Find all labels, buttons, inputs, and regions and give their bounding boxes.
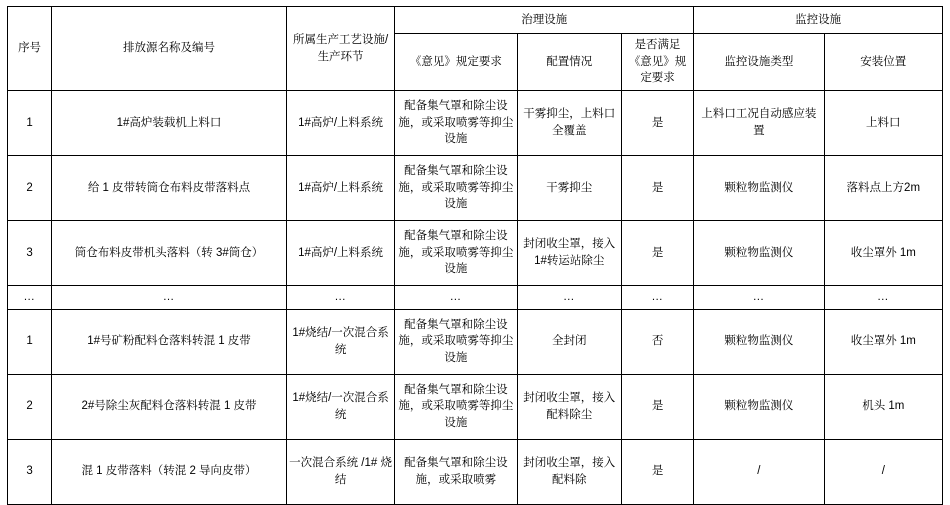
table-row [8, 91, 943, 156]
cell-config: 全封闭 [517, 309, 621, 374]
cell-install-position: 上料口 [824, 91, 942, 156]
table-row [8, 309, 943, 374]
table-container [7, 6, 943, 505]
cell-meet: 否 [621, 309, 693, 374]
header-monitor-type: 监控设施类型 [694, 34, 824, 91]
cell-meet: 是 [621, 221, 693, 286]
cell-monitor-type: 颗粒物监测仪 [694, 374, 824, 439]
emission-source-table [7, 6, 943, 505]
cell-meet: 是 [621, 91, 693, 156]
cell-config: 封闭收尘罩，接入配料除尘 [517, 374, 621, 439]
header-group-governance: 治理设施 [395, 7, 694, 34]
cell-requirement: 配备集气罩和除尘设施，或采取喷雾等抑尘设施 [395, 221, 517, 286]
cell-monitor-type: 颗粒物监测仪 [694, 156, 824, 221]
cell-config: 干雾抑尘，上料口全覆盖 [517, 91, 621, 156]
header-seq: 序号 [8, 7, 52, 91]
cell-process: 1#高炉/上料系统 [286, 91, 394, 156]
table-row [8, 374, 943, 439]
header-requirement: 《意见》规定要求 [395, 34, 517, 91]
cell-name: 给 1 皮带转筒仓布料皮带落料点 [52, 156, 287, 221]
cell-seq: 1 [8, 309, 52, 374]
cell-name: … [52, 286, 287, 310]
cell-install-position: 落料点上方2m [824, 156, 942, 221]
cell-name: 1#高炉装载机上料口 [52, 91, 287, 156]
cell-seq: … [8, 286, 52, 310]
cell-meet: … [621, 286, 693, 310]
cell-process: 一次混合系统 /1# 烧结 [286, 439, 394, 504]
cell-monitor-type: 上料口工况自动感应装置 [694, 91, 824, 156]
table-row [8, 286, 943, 310]
header-meet: 是否满足《意见》规定要求 [621, 34, 693, 91]
cell-requirement: 配备集气罩和除尘设施，或采取喷雾等抑尘设施 [395, 156, 517, 221]
table-row [8, 439, 943, 504]
cell-monitor-type: 颗粒物监测仪 [694, 221, 824, 286]
cell-requirement: 配备集气罩和除尘设施，或采取喷雾 [395, 439, 517, 504]
header-install-position: 安装位置 [824, 34, 942, 91]
cell-monitor-type: / [694, 439, 824, 504]
cell-config: 封闭收尘罩，接入 1#转运站除尘 [517, 221, 621, 286]
table-body [8, 91, 943, 505]
cell-seq: 1 [8, 91, 52, 156]
cell-requirement: 配备集气罩和除尘设施，或采取喷雾等抑尘设施 [395, 91, 517, 156]
header-group-monitor: 监控设施 [694, 7, 943, 34]
cell-install-position: 收尘罩外 1m [824, 221, 942, 286]
cell-monitor-type: 颗粒物监测仪 [694, 309, 824, 374]
cell-requirement: 配备集气罩和除尘设施，或采取喷雾等抑尘设施 [395, 374, 517, 439]
cell-process: 1#烧结/一次混合系统 [286, 374, 394, 439]
cell-name: 2#号除尘灰配料仓落料转混 1 皮带 [52, 374, 287, 439]
cell-monitor-type: … [694, 286, 824, 310]
table-row [8, 221, 943, 286]
cell-seq: 2 [8, 156, 52, 221]
cell-meet: 是 [621, 374, 693, 439]
cell-install-position: / [824, 439, 942, 504]
cell-process: 1#烧结/一次混合系统 [286, 309, 394, 374]
table-header-top [8, 7, 943, 34]
cell-process: … [286, 286, 394, 310]
cell-install-position: 机头 1m [824, 374, 942, 439]
cell-config: … [517, 286, 621, 310]
cell-process: 1#高炉/上料系统 [286, 221, 394, 286]
header-config: 配置情况 [517, 34, 621, 91]
header-process: 所属生产工艺设施/生产环节 [286, 7, 394, 91]
cell-name: 混 1 皮带落料（转混 2 导向皮带） [52, 439, 287, 504]
cell-config: 封闭收尘罩，接入配料除 [517, 439, 621, 504]
cell-requirement: 配备集气罩和除尘设施，或采取喷雾等抑尘设施 [395, 309, 517, 374]
cell-install-position: … [824, 286, 942, 310]
cell-install-position: 收尘罩外 1m [824, 309, 942, 374]
cell-config: 干雾抑尘 [517, 156, 621, 221]
cell-requirement: … [395, 286, 517, 310]
cell-seq: 3 [8, 221, 52, 286]
cell-name: 1#号矿粉配料仓落料转混 1 皮带 [52, 309, 287, 374]
cell-meet: 是 [621, 439, 693, 504]
cell-seq: 2 [8, 374, 52, 439]
cell-meet: 是 [621, 156, 693, 221]
table-row [8, 156, 943, 221]
cell-seq: 3 [8, 439, 52, 504]
cell-name: 筒仓布料皮带机头落料（转 3#筒仓） [52, 221, 287, 286]
cell-process: 1#高炉/上料系统 [286, 156, 394, 221]
header-name: 排放源名称及编号 [52, 7, 287, 91]
